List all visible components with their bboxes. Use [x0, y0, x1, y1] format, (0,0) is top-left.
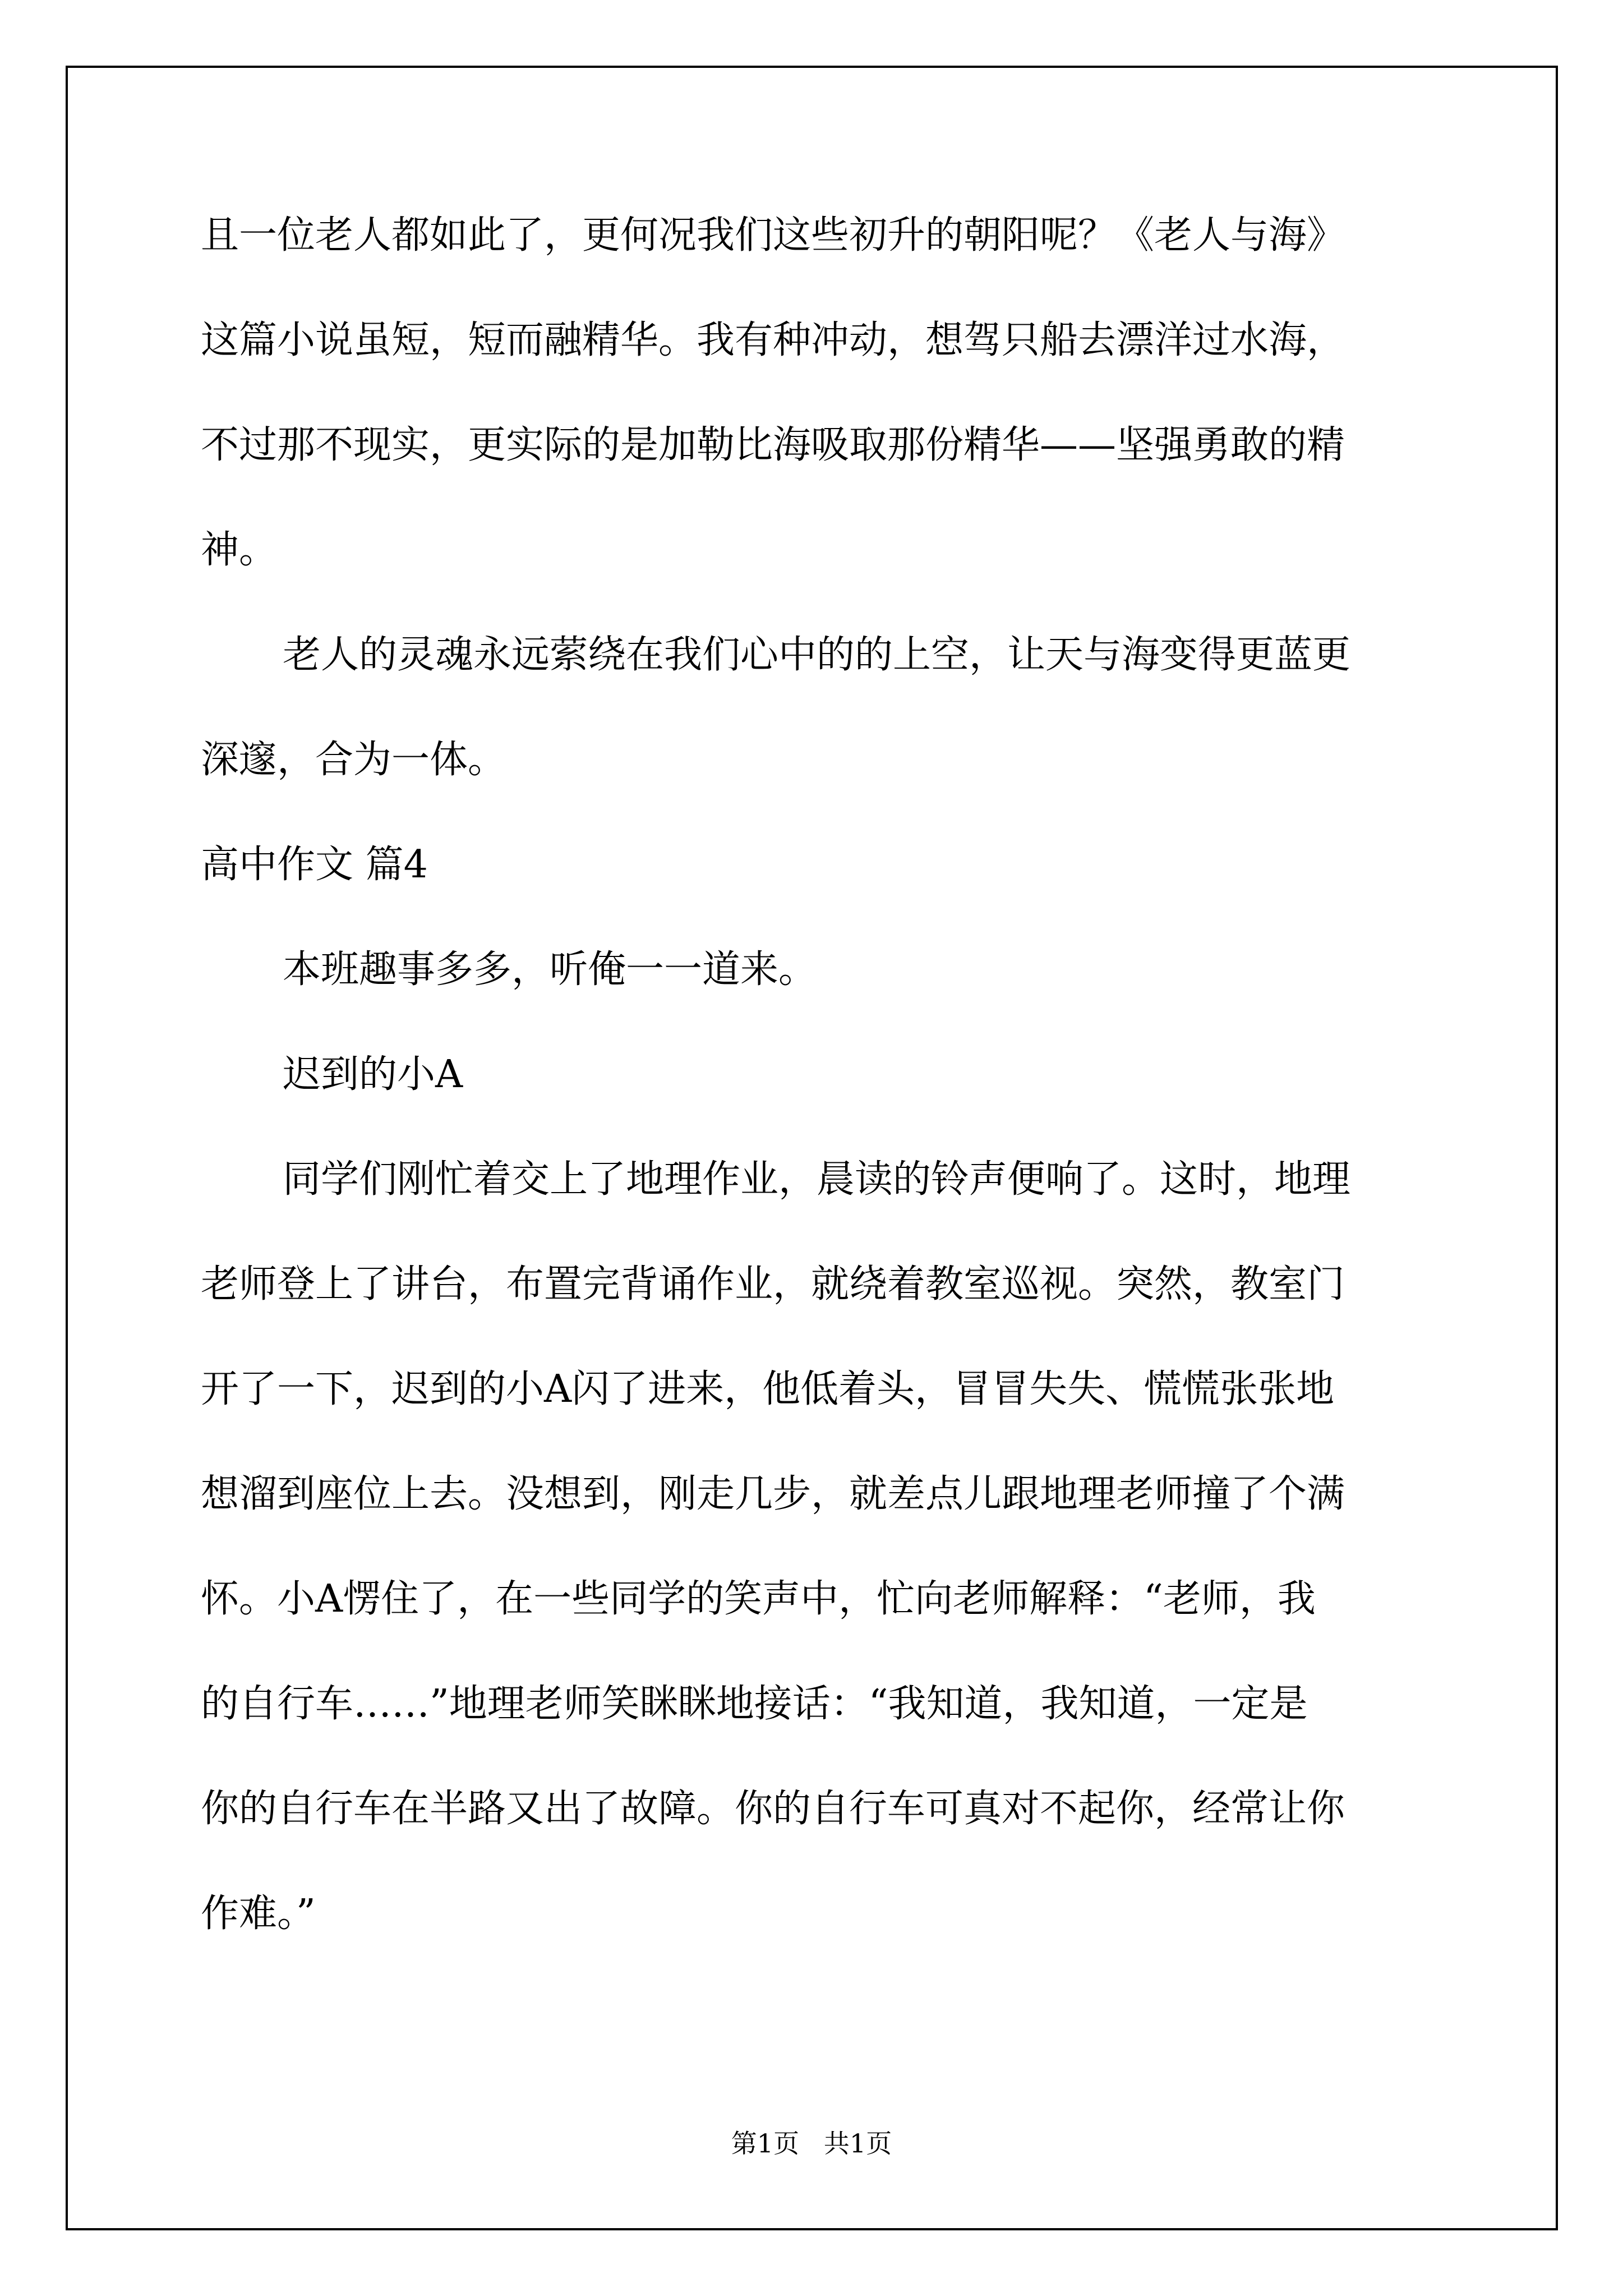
- text-line: 深邃，合为一体。: [201, 738, 506, 782]
- paragraph-start-line: 本班趣事多多，听俺一一道来。: [283, 947, 817, 992]
- subheading: 迟到的小A: [283, 1052, 463, 1097]
- text-line: 不过那不现实，更实际的是加勒比海吸取那份精华——坚强勇敢的精: [201, 423, 1345, 467]
- text-line: 作难。”: [201, 1892, 316, 1936]
- text-line: 老师登上了讲台，布置完背诵作业，就绕着教室巡视。突然，教室门: [201, 1262, 1345, 1306]
- text-line: 神。: [201, 528, 278, 572]
- text-line: 你的自行车在半路又出了故障。你的自行车可真对不起你，经常让你: [201, 1787, 1345, 1831]
- text-line: 的自行车……”地理老师笑眯眯地接话：“我知道，我知道，一定是: [201, 1682, 1308, 1726]
- text-line: 怀。小A愣住了，在一些同学的笑声中，忙向老师解释：“老师，我: [201, 1577, 1316, 1621]
- text-line: 想溜到座位上去。没想到，刚走几步，就差点儿跟地理老师撞了个满: [201, 1472, 1345, 1516]
- section-heading: 高中作文 篇4: [201, 843, 428, 887]
- paragraph-start-line: 老人的灵魂永远萦绕在我们心中的的上空，让天与海变得更蓝更: [283, 633, 1351, 677]
- page-number-footer: 第1页 共1页: [731, 2128, 892, 2159]
- text-line: 这篇小说虽短，短而融精华。我有种冲动，想驾只船去漂洋过水海，: [201, 318, 1345, 362]
- text-line: 且一位老人都如此了，更何况我们这些初升的朝阳呢？《老人与海》: [201, 213, 1345, 257]
- text-line: 开了一下，迟到的小A闪了进来，他低着头，冒冒失失、慌慌张张地: [201, 1367, 1335, 1411]
- paragraph-start-line: 同学们刚忙着交上了地理作业，晨读的铃声便响了。这时，地理: [283, 1157, 1351, 1202]
